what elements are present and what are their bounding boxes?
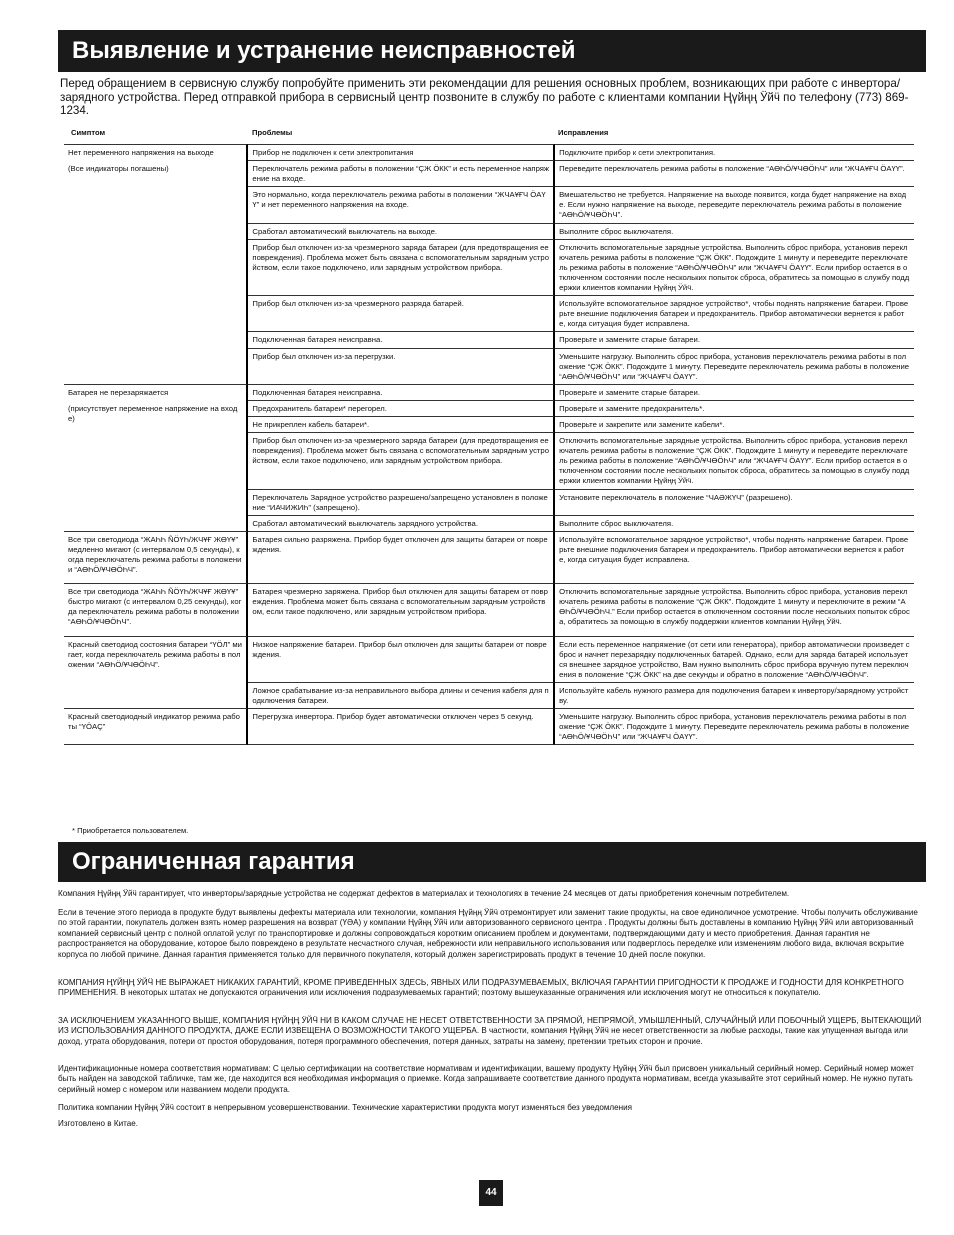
problem-cell: Батарея сильно разряжена. Прибор будет отключен для защиты батареи от повреждения. <box>248 531 555 583</box>
problem-cell: Прибор был отключен из-за перегрузки. <box>248 348 555 384</box>
fix-cell: Отключить вспомогательные зарядные устройства. Выполнить сброс прибора, установив переключатель режима работы в положение “ÇЖ ÖКК”. Подождите 1 минуту и переведите переключатель режима работы в положение “АӨҺÖ/ҰЧӨÖҺЧ” или “ЖЧАҰҒЧ ÖАҮҮ”. Если прибор остается в отключенном состоянии после нескольких попыток сброса, обратитесь за помощью в службу поддержки клиентов компании Ңүйңң Ӱйӵ. <box>555 239 914 295</box>
fix-cell: Вмешательство не требуется. Напряжение на выходе появится, когда будет напряжение на входе. Если нужно напряжение на выходе, переведите переключатель режима работы в положение “АӨҺÖ/ҰЧӨÖҺЧ”. <box>555 186 914 222</box>
fix-cell: Проверьте и замените предохранитель*. <box>555 400 914 416</box>
problem-cell: Подключенная батарея неисправна. <box>248 331 555 347</box>
symptom-text: Красный светодиод состояния батареи “ҮÖЛ” мигает, когда переключатель режима работы в положении “АӨҺÖ/ҰЧӨÖҺЧ”. <box>68 639 242 669</box>
fix-cell: Выполните сброс выключателя. <box>555 223 914 239</box>
problem-cell: Переключатель Зарядное устройство разрешено/запрещено установлен в положение “ИАЧИЖИҺ” (запрещено). <box>248 489 555 515</box>
problem-cell: Батарея чрезмерно заряжена. Прибор был отключен для защиты батарем от повреждения. Проблема может быть связана с вспомогательным зарядным устройством, если такое подключено, или зарядным устройством прибора. <box>248 583 555 635</box>
problem-cell: Это нормально, когда переключатель режима работы в положении “ЖЧАҰҒЧ ÖАҮҮ” и нет переменного напряжения на входе. <box>248 186 555 222</box>
fix-cell: Используйте вспомогательное зарядное устройство*, чтобы поднять напряжение батареи. Проверьте внешние подключения батареи и предохранитель. Прибор автоматически вернется к работе, когда ситуация будет исправлена. <box>555 531 914 583</box>
problem-cell: Прибор был отключен из-за чрезмерного заряда батареи (для предотвращения ее повреждения). Проблема может быть связана с вспомогательным зарядным устройством, если такое подключено, или зарядным устройством прибора. <box>248 239 555 295</box>
fix-cell: Проверьте и замените старые батареи. <box>555 384 914 400</box>
problem-cell: Предохранитель батареи* перегорел. <box>248 400 555 416</box>
symptom-cell <box>64 384 248 531</box>
fix-cell: Проверьте и закрепите или замените кабели*. <box>555 416 914 432</box>
header-symptom: Симптом <box>71 128 106 137</box>
problem-cell: Подключенная батарея неисправна. <box>248 384 555 400</box>
problem-cell: Не прикреплен кабель батареи*. <box>248 416 555 432</box>
fix-cell: Отключить вспомогательные зарядные устройства. Выполнить сброс прибора, установив переключатель режима работы в положение “ÇЖ ÖКК”. Подождите 1 минуту и переведите переключатель режима работы в положение “АӨҺÖ/ҰЧӨÖҺЧ” или “ЖЧАҰҒЧ ÖАҮҮ”. Если прибор остается в отключенном состоянии после нескольких попыток сброса, обратитесь за помощью в службу поддержки клиентов компании Ңүйңң Ӱйӵ. <box>555 432 914 488</box>
symptom-text: Красный светодиодный индикатор режима работы “ҮÖАÇ” <box>68 712 240 732</box>
page-number: 44 <box>479 1180 503 1206</box>
table-row <box>64 636 914 682</box>
section-title-warranty: Ограниченная гарантия <box>58 842 926 882</box>
symptom-text: Все три светодиода “ЖАҺҺ ÑÖҮҺ/ЖЧҰҒ ЖӨҮҰ” быстро мигают (с интервалом 0,25 секунды), когда переключатель режима работы в положении “АӨҺÖ/ҰЧӨÖҺЧ”. <box>68 587 242 627</box>
warranty-paragraph: КОМПАНИЯ ҢҮЙҢҢ ӰЙӴ НЕ ВЫРАЖАЕТ НИКАКИХ ГАРАНТИЙ, КРОМЕ ПРИВЕДЕННЫХ ЗДЕСЬ, ЯВНЫХ ИЛИ ПОДРАЗУМЕВАЕМЫХ, ВКЛЮЧАЯ ГАРАНТИИ ПРИГОДНОСТИ К ПРОДАЖЕ И ГОДНОСТИ ДЛЯ КОНКРЕТНОГО ПРИМЕНЕНИЯ. В некоторых штатах не допускаются ограничения или исключения подразумеваемых гарантий; поэтому вышеуказанные ограничения или исключения могут не относиться к покупателю. <box>58 978 904 998</box>
fix-cell: Уменьшите нагрузку. Выполнить сброс прибора, установив переключатель режима работы в положение “ÇЖ ÖКК”. Подождите 1 минуту. Переведите переключатель режима работы в положение “АӨҺÖ/ҰЧӨÖҺЧ” или “ЖЧАҰҒЧ ÖАҮҮ”. <box>555 348 914 384</box>
symptom-text: Батарея не перезаряжается <box>68 387 169 397</box>
fix-cell: Установите переключатель в положение “ЧАӘЖҮЧ” (разрешено). <box>555 489 914 515</box>
header-problems: Проблемы <box>252 128 293 137</box>
table-row <box>64 144 914 160</box>
symptom-text: (присутствует переменное напряжение на входе) <box>68 403 238 423</box>
section-title-troubleshooting: Выявление и устранение неисправностей <box>58 30 926 72</box>
header-fixes: Исправления <box>558 128 609 137</box>
fix-cell: Проверьте и замените старые батареи. <box>555 331 914 347</box>
fix-cell: Уменьшите нагрузку. Выполнить сброс прибора, установив переключатель режима работы в положение “ÇЖ ÖКК”. Подождите 1 минуту. Переведите переключатель режима работы в положение “АӨҺÖ/ҰЧӨÖҺЧ” или “ЖЧАҰҒЧ ÖАҮҮ”. <box>555 708 914 745</box>
fix-cell: Используйте кабель нужного размера для подключения батареи к инвертору/зарядному устройству. <box>555 682 914 708</box>
warranty-paragraph: Идентификационные номера соответствия нормативам: С целью сертификации на соответствие нормативам и идентификации, вашему продукту Ңүйңң Ӱйӵ был присвоен уникальный серийный номер. Серийный номер может быть найден на заводской табличке, там же, где находится вся необходимая информация о приемке. Когда запрашиваете соответствие данного продукта нормативам, всегда указывайте этот серийный номер. Не нужно путать серийный номер с номером или названием модели продукта. <box>58 1064 915 1094</box>
warranty-paragraph: Изготовлено в Китае. <box>58 1119 138 1128</box>
warranty-paragraph: ЗА ИСКЛЮЧЕНИЕМ УКАЗАННОГО ВЫШЕ, КОМПАНИЯ ҢҮЙҢҢ ӰЙӴ НИ В КАКОМ СЛУЧАЕ НЕ НЕСЕТ ОТВЕТСТВЕННОСТИ ЗА ПРЯМОЙ, НЕПРЯМОЙ, УМЫШЛЕННЫЙ, СЛУЧАЙНЫЙ ИЛИ ПОБОЧНЫЙ УЩЕРБ, ВЫТЕКАЮЩИЙ ИЗ ИСПОЛЬЗОВАНИЯ ДАННОГО ПРОДУКТА, ДАЖЕ ЕСЛИ ИЗВЕЩЕНА О ВОЗМОЖНОСТИ ТАКОГО УЩЕРБА. В частности, компания Ңүйңң Ӱйӵ не несет ответственности за любые расходы, такие как упущенная выгода или доход, утрата оборудования, потери от простоя оборудования, потеря программного обеспечения, потеря данных, затраты на замену, претензии третьих сторон и прочие. <box>58 1016 922 1046</box>
problem-cell: Сработал автоматический выключатель зарядного устройства. <box>248 515 555 531</box>
fix-cell: Выполните сброс выключателя. <box>555 515 914 531</box>
problem-cell: Прибор был отключен из-за чрезмерного разряда батарей. <box>248 295 555 331</box>
table-row <box>64 708 914 745</box>
table-row <box>64 583 914 635</box>
warranty-paragraph: Компания Ңүйңң Ӱйӵ гарантирует, что инверторы/зарядные устройства не содержат дефектов в материалах и технологиях в течение 24 месяцев от даты приобретения конечным потребителем. <box>58 889 790 898</box>
fix-cell: Используйте вспомогательное зарядное устройство*, чтобы поднять напряжение батареи. Проверьте внешние подключения батареи и предохранитель. Прибор автоматически вернется к работе, когда ситуация будет исправлена. <box>555 295 914 331</box>
problem-cell: Сработал автоматический выключатель на выходе. <box>248 223 555 239</box>
warranty-paragraph: Политика компании Ңүйңң Ӱйӵ состоит в непрерывном усовершенствовании. Технические характеристики продукта могут изменяться без уведомления <box>58 1103 632 1112</box>
problem-cell: Перегрузка инвертора. Прибор будет автоматически отключен через 5 секунд. <box>248 708 555 745</box>
symptom-text: Нет переменного напряжения на выходе <box>68 148 214 157</box>
warranty-paragraph: Если в течение этого периода в продукте будут выявлены дефекты материала или технологии, компания Ңүйңң Ӱйӵ отремонтирует или заменит такие продукты, на свое единоличное усмотрение. Чтобы получить обслуживание по этой гарантии, покупатель должен взять номер разрешения на возврат (ҮӘА) у компании Ңүйңң Ӱйӵ или авторизованного сервисного центра . Продукты должны быть доставлены в компанию Ңүйңң Ӱйӵ или авторизованный компанией сервисный центр с полной оплатой услуг по транспортировке и должны сопровождаться коротким описанием проблем и документами, подтверждающими дату и место приобретения. Данная гарантия не распространяется на оборудование, которое было повреждено в результате несчастного случая, небрежности или неправильного использования или подверглось переделке или изменениям любого вида, включая вскрытие корпуса по любой причине. Данная гарантия применяется только для первичного покупателя, который должен зарегистрировать продукт в течение 10 дней после покупки. <box>58 908 918 959</box>
symptom-cell <box>64 144 248 384</box>
symptom-cell <box>64 708 248 745</box>
problem-cell: Прибор был отключен из-за чрезмерного заряда батареи (для предотвращения ее повреждения). Проблема может быть связана с вспомогательным зарядным устройством, если такое подключено, или зарядным устройством прибора. <box>248 432 555 488</box>
fix-cell: Подключите прибор к сети электропитания. <box>555 144 914 160</box>
problem-cell: Прибор не подключен к сети электропитания <box>248 144 555 160</box>
problem-cell: Переключатель режима работы в положении “ÇЖ ÖКК” и есть переменное напряжение на входе. <box>248 160 555 186</box>
problem-cell: Ложное срабатывание из-за неправильного выбора длины и сечения кабеля для подключения батареи. <box>248 682 555 708</box>
troubleshooting-table <box>64 144 914 745</box>
problem-cell: Низкое напряжение батареи. Прибор был отключен для защиты батареи от повреждения. <box>248 636 555 682</box>
symptom-text: (Все индикаторы погашены) <box>68 164 169 174</box>
footnote: * Приобретается пользователем. <box>72 826 189 835</box>
symptom-text: Все три светодиода “ЖАҺҺ ÑÖҮҺ/ЖЧҰҒ ЖӨҮҰ” медленно мигают (с интервалом 0,5 секунды), когда переключатель режима работы в положении “АӨҺÖ/ҰЧӨÖҺЧ”. <box>68 534 242 575</box>
fix-cell: Переведите переключатель режима работы в положение “АӨҺÖ/ҰЧӨÖҺЧ” или “ЖЧАҰҒЧ ÖАҮҮ”. <box>555 160 914 186</box>
table-row <box>64 531 914 583</box>
intro-text: Перед обращением в сервисную службу попробуйте применить эти рекомендации для решения основных проблем, возникающих при работе с инвертора/зарядного устройства. Перед отправкой прибора в сервисный центр позвоните в службу по работе с клиентами компании Ңүйңң Ӱйӵ по телефону (773) 869-1234. <box>60 77 909 118</box>
table-row <box>64 384 914 400</box>
symptom-cell <box>64 583 248 635</box>
symptom-cell <box>64 636 248 709</box>
symptom-cell <box>64 531 248 583</box>
fix-cell: Если есть переменное напряжение (от сети или генератора), прибор автоматически произведет сброс и начнет перезарядку подключенных батарей. Однако, если для заряда батарей используется внешнее зарядное устройство, Вам нужно выполнить сброс прибора вручную путем переключения в положение “ÇЖ ÖКК” на две секунды и обратно в положение “АӨҺÖ/ҰЧӨÖҺЧ”. <box>555 636 914 682</box>
fix-cell: Отключить вспомогательные зарядные устройства. Выполнить сброс прибора, установив переключатель режима работы в положение “ÇЖ ÖКК”. Подождите 1 минуту и переключите в режим “АӨҺÖ/ҰЧӨÖҺЧ.” Если прибор остается в отключенном состоянии после нескольких попыток сброса, обратитесь за помощью в службу поддержки клиентов компании Ңүйңң Ӱйӵ. <box>555 583 914 635</box>
